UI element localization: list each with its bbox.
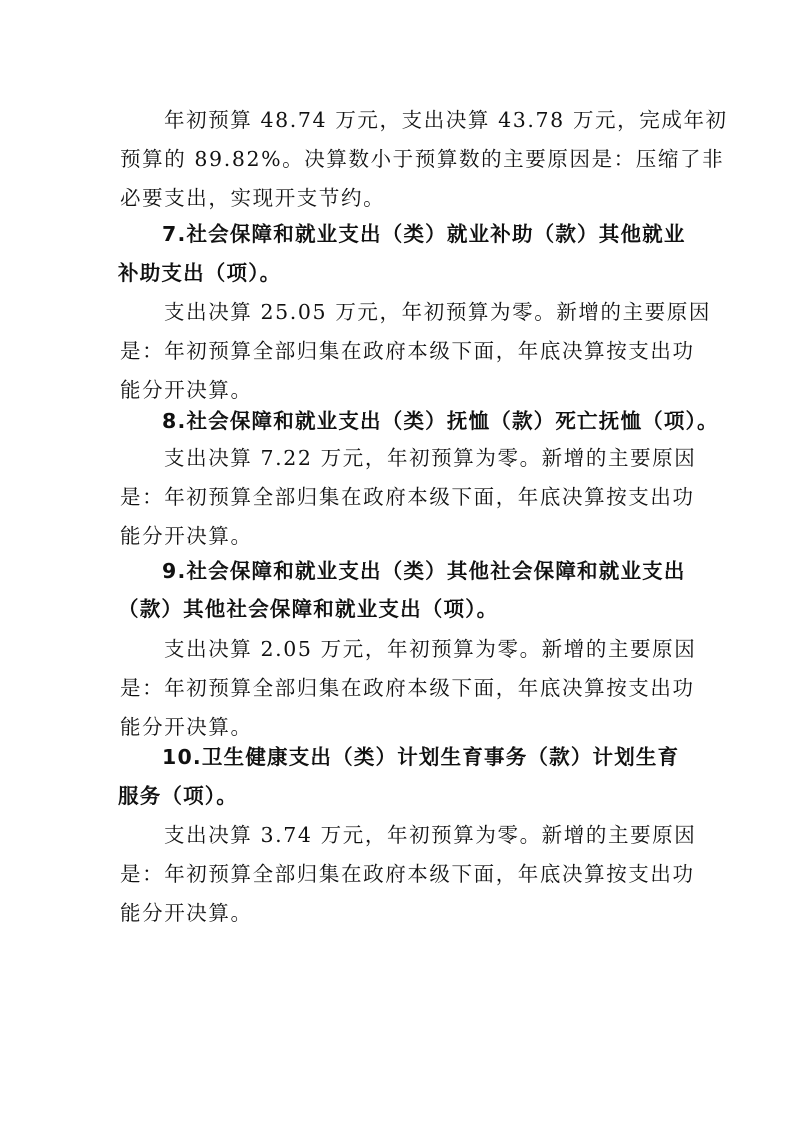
section-8-body-line-2: 是：年初预算全部归集在政府本级下面，年底决算按支出功 [120, 485, 695, 509]
section-10-heading-line-2: 服务（项）。 [118, 784, 238, 808]
section-9-body-line-3: 能分开决算。 [120, 715, 253, 739]
intro-line-2: 预算的 89.82%。决算数小于预算数的主要原因是：压缩了非 [120, 147, 725, 171]
section-10-body-line-1: 支出决算 3.74 万元，年初预算为零。新增的主要原因 [164, 823, 697, 847]
section-7-body-line-3: 能分开决算。 [120, 378, 253, 402]
intro-line-1: 年初预算 48.74 万元，支出决算 43.78 万元，完成年初 [164, 108, 728, 132]
section-8-heading-line-1: 8.社会保障和就业支出（类）抚恤（款）死亡抚恤（项）。 [162, 409, 719, 433]
section-8-body-line-3: 能分开决算。 [120, 524, 253, 548]
section-8-body-line-1: 支出决算 7.22 万元，年初预算为零。新增的主要原因 [164, 446, 697, 470]
section-7-heading-line-1: 7.社会保障和就业支出（类）就业补助（款）其他就业 [162, 222, 686, 246]
section-9-heading-line-2: （款）其他社会保障和就业支出（项）。 [118, 597, 499, 621]
intro-line-3: 必要支出，实现开支节约。 [120, 186, 386, 210]
section-7-body-line-1: 支出决算 25.05 万元，年初预算为零。新增的主要原因 [164, 300, 712, 324]
section-9-heading-line-1: 9.社会保障和就业支出（类）其他社会保障和就业支出 [162, 559, 686, 583]
section-9-body-line-2: 是：年初预算全部归集在政府本级下面，年底决算按支出功 [120, 676, 695, 700]
section-10-body-line-3: 能分开决算。 [120, 901, 253, 925]
section-10-heading-line-1: 10.卫生健康支出（类）计划生育事务（款）计划生育 [162, 745, 680, 769]
section-9-body-line-1: 支出决算 2.05 万元，年初预算为零。新增的主要原因 [164, 637, 697, 661]
section-7-body-line-2: 是：年初预算全部归集在政府本级下面，年底决算按支出功 [120, 339, 695, 363]
section-10-body-line-2: 是：年初预算全部归集在政府本级下面，年底决算按支出功 [120, 862, 695, 886]
section-7-heading-line-2: 补助支出（项）。 [118, 261, 282, 285]
